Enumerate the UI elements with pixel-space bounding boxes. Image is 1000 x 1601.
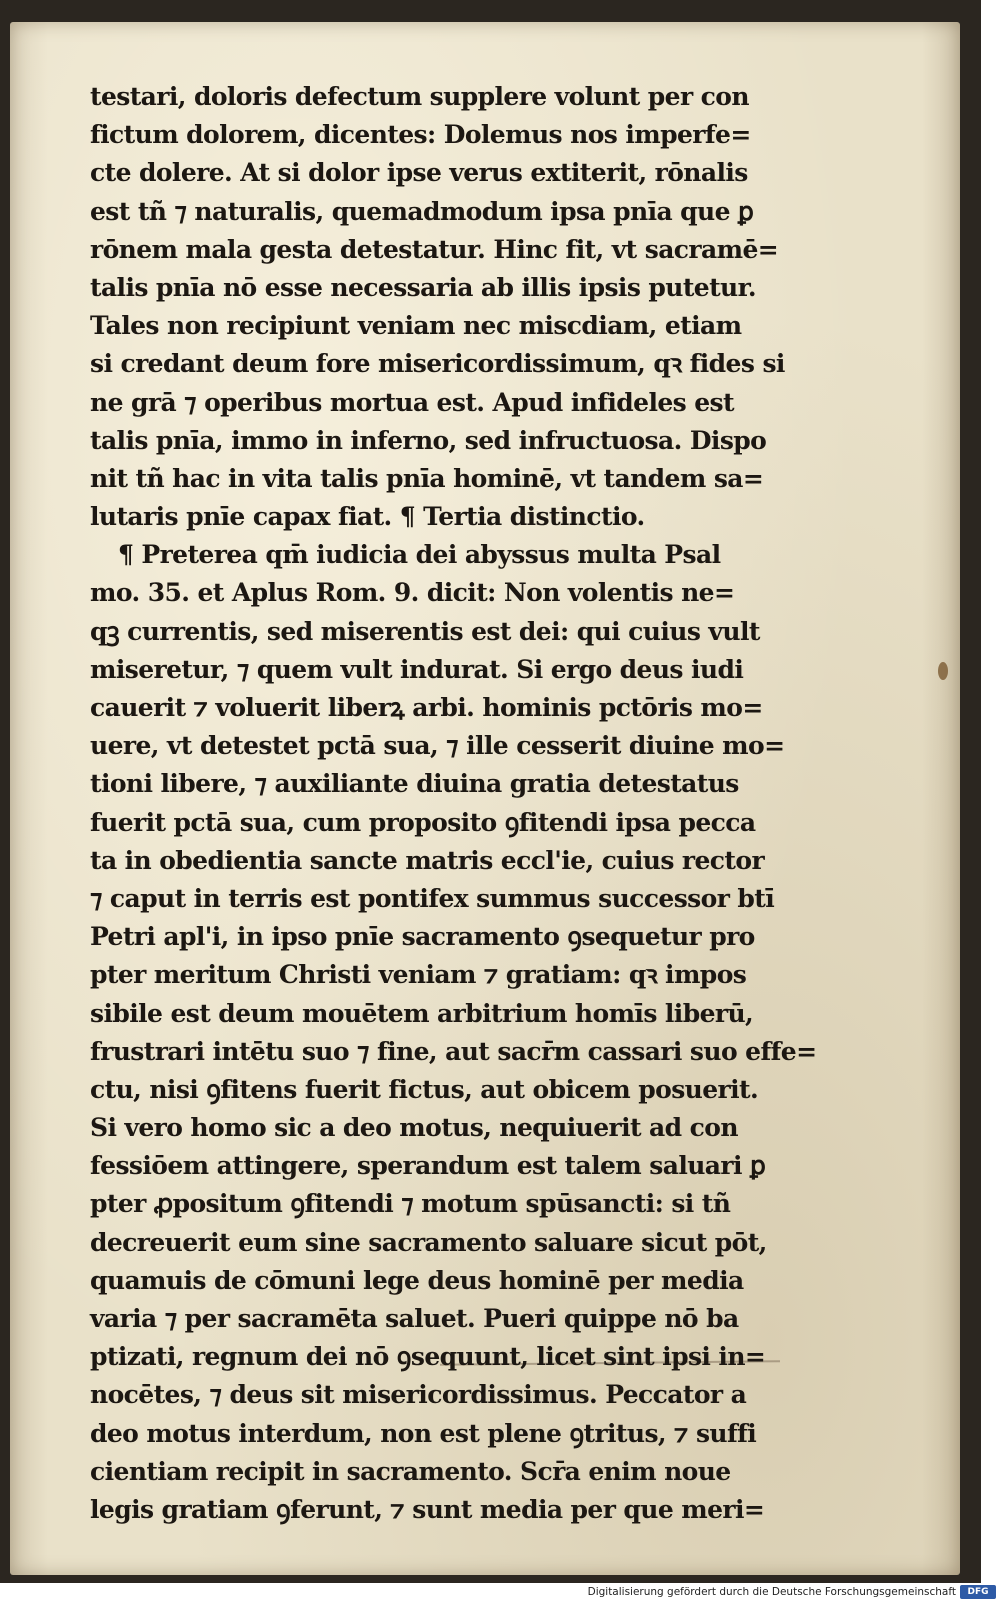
- text-line: talis pnīa, immo in inferno, sed infructuosa. Dispo: [90, 425, 767, 455]
- text-line: ctu, nisi ꝯfitens fuerit fictus, aut obicem posuerit.: [90, 1074, 759, 1104]
- text-line: lutaris pnīe capax fiat. ¶ Tertia distinctio.: [90, 502, 645, 532]
- text-line: ¶ Preterea qm̄ iudicia dei abyssus multa Psal: [118, 540, 721, 570]
- text-block: [90, 78, 817, 1529]
- text-line: ptizati, regnum dei nō ꝯsequunt, licet sint ipsi in=: [90, 1342, 766, 1372]
- text-line: si credant deum fore misericordissimum, qꝛ fides si: [90, 349, 785, 379]
- text-line: sibile est deum mouētem arbitrium homīs liberū,: [90, 998, 754, 1028]
- text-line: decreuerit eum sine sacramento saluare sicut pōt,: [90, 1227, 767, 1257]
- text-line: Tales non recipiunt veniam nec miscdiam, etiam: [90, 311, 742, 341]
- text-line: legis gratiam ꝯferunt, ⁊ sunt media per que meri=: [90, 1494, 765, 1524]
- text-line: fuerit pctā sua, cum proposito ꝯfitendi ipsa pecca: [90, 807, 756, 837]
- text-line: ta in obedientia sancte matris eccl'ie, cuius rector: [90, 845, 765, 875]
- text-line: frustrari intētu suo ⁊ fine, aut sacr̄m cassari suo effe=: [90, 1036, 817, 1066]
- text-line: fictum dolorem, dicentes: Dolemus nos imperfe=: [90, 120, 751, 150]
- text-line: cauerit ⁊ voluerit liberꝝ arbi. hominis pctōris mo=: [90, 693, 763, 722]
- text-line: nit tñ hac in vita talis pnīa hominē, vt tandem sa=: [90, 463, 764, 493]
- text-line: Petri apl'i, in ipso pnīe sacramento ꝯsequetur pro: [90, 922, 755, 952]
- text-line: cientiam recipit in sacramento. Scr̄a enim noue: [90, 1456, 731, 1486]
- text-line: pter ꝓpositum ꝯfitendi ⁊ motum spūsancti: si tñ: [90, 1189, 731, 1219]
- text-line: ⁊ caput in terris est pontifex summus successor btī: [90, 883, 775, 913]
- text-line: nocētes, ⁊ deus sit misericordissimus. Peccator a: [90, 1380, 747, 1410]
- text-line: rōnem mala gesta detestatur. Hinc fit, vt sacramē=: [90, 234, 779, 264]
- text-line: cte dolere. At si dolor ipse verus extiterit, rōnalis: [90, 158, 748, 188]
- text-line: mo. 35. et Aplus Rom. 9. dicit: Non volentis ne=: [90, 578, 735, 608]
- digitization-credit: Digitalisierung gefördert durch die Deutsche Forschungsgemeinschaft: [587, 1586, 956, 1598]
- dfg-logo: DFG: [960, 1585, 996, 1599]
- text-line: Si vero homo sic a deo motus, nequiuerit ad con: [90, 1113, 738, 1143]
- text-line: fessiōem attingere, sperandum est talem saluari ꝑ: [90, 1151, 766, 1181]
- text-line: tioni libere, ⁊ auxiliante diuina gratia detestatus: [90, 769, 739, 799]
- text-line: ne grā ⁊ operibus mortua est. Apud infideles est: [90, 387, 734, 417]
- text-line: pter meritum Christi veniam ⁊ gratiam: qꝛ impos: [90, 960, 747, 990]
- text-line: varia ⁊ per sacramēta saluet. Pueri quippe nō ba: [90, 1304, 739, 1333]
- text-line: est tñ ⁊ naturalis, quemadmodum ipsa pnīa que ꝑ: [90, 196, 754, 226]
- text-line: quamuis de cōmuni lege deus hominē per media: [90, 1265, 744, 1295]
- text-line: miseretur, ⁊ quem vult indurat. Si ergo deus iudi: [90, 654, 744, 684]
- text-line: qꝫ currentis, sed miserentis est dei: qui cuius vult: [90, 616, 760, 646]
- text-line: uere, vt detestet pctā sua, ⁊ ille cesserit diuine mo=: [90, 731, 785, 761]
- text-line: deo motus interdum, non est plene ꝯtritus, ⁊ suffi: [90, 1418, 757, 1448]
- ink-stain: [938, 662, 948, 680]
- text-line: talis pnīa nō esse necessaria ab illis ipsis putetur.: [90, 272, 757, 302]
- text-line: testari, doloris defectum supplere volunt per con: [90, 82, 749, 111]
